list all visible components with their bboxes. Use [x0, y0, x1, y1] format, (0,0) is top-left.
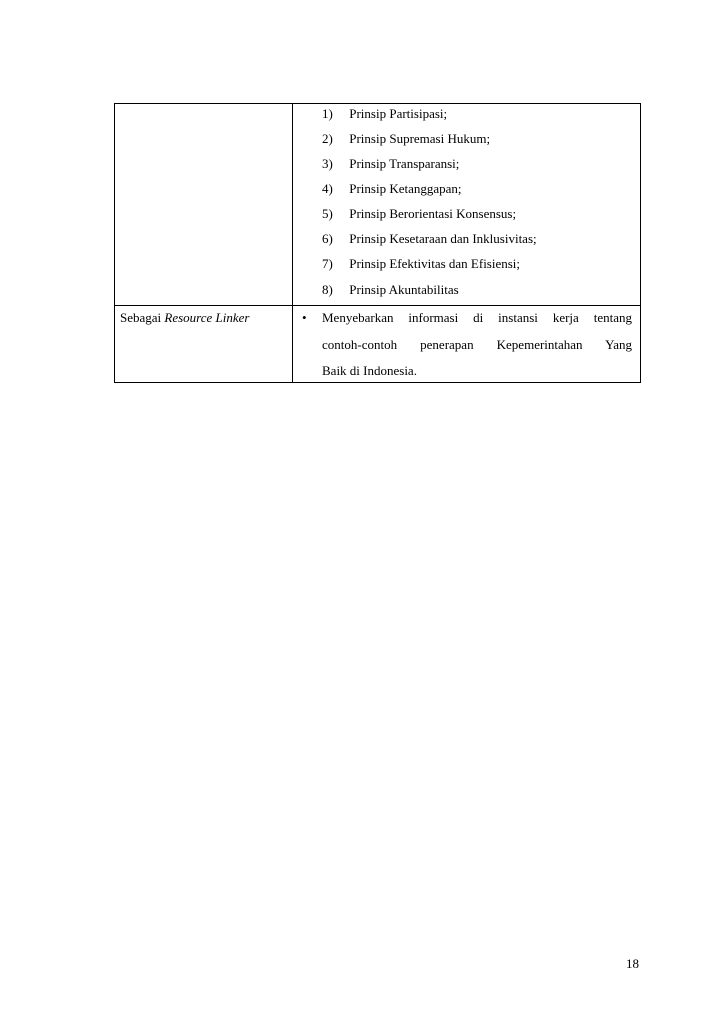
role-description — [322, 310, 632, 390]
description-line: Baik di Indonesia. — [322, 363, 417, 378]
description-line: contoh-contoh penerapan Kepemerintahan Yang — [322, 336, 632, 352]
principle-number: 1) — [322, 106, 333, 121]
principle-item — [322, 231, 537, 247]
principle-item — [322, 256, 520, 272]
principle-item — [322, 282, 459, 298]
principle-text: Prinsip Akuntabilitas — [349, 282, 459, 297]
principle-item — [322, 106, 447, 122]
principle-text: Prinsip Kesetaraan dan Inklusivitas; — [349, 231, 537, 246]
principle-number: 5) — [322, 206, 333, 221]
principle-item — [322, 156, 459, 172]
principle-text: Prinsip Partisipasi; — [349, 106, 448, 121]
role-label-italic: Resource Linker — [164, 310, 250, 325]
principle-item — [322, 181, 462, 197]
principle-text: Prinsip Ketanggapan; — [349, 181, 462, 196]
role-label — [120, 310, 249, 326]
principle-item — [322, 131, 490, 147]
content-table — [114, 103, 641, 383]
description-line: Menyebarkan informasi di instansi kerja tentang — [322, 310, 632, 325]
page-number: 18 — [626, 956, 639, 971]
principle-number: 8) — [322, 282, 333, 297]
principle-number: 7) — [322, 256, 333, 271]
principle-item — [322, 206, 516, 222]
principle-number: 4) — [322, 181, 333, 196]
principle-number: 6) — [322, 231, 333, 246]
principle-number: 3) — [322, 156, 333, 171]
principle-text: Prinsip Supremasi Hukum; — [349, 131, 491, 146]
row-divider — [115, 305, 640, 306]
column-divider — [292, 104, 293, 382]
bullet-icon: • — [302, 310, 307, 325]
principle-text: Prinsip Efektivitas dan Efisiensi; — [349, 256, 521, 271]
role-label-prefix: Sebagai — [120, 310, 162, 325]
principle-text: Prinsip Berorientasi Konsensus; — [349, 206, 517, 221]
principle-text: Prinsip Transparansi; — [349, 156, 460, 171]
principle-number: 2) — [322, 131, 333, 146]
